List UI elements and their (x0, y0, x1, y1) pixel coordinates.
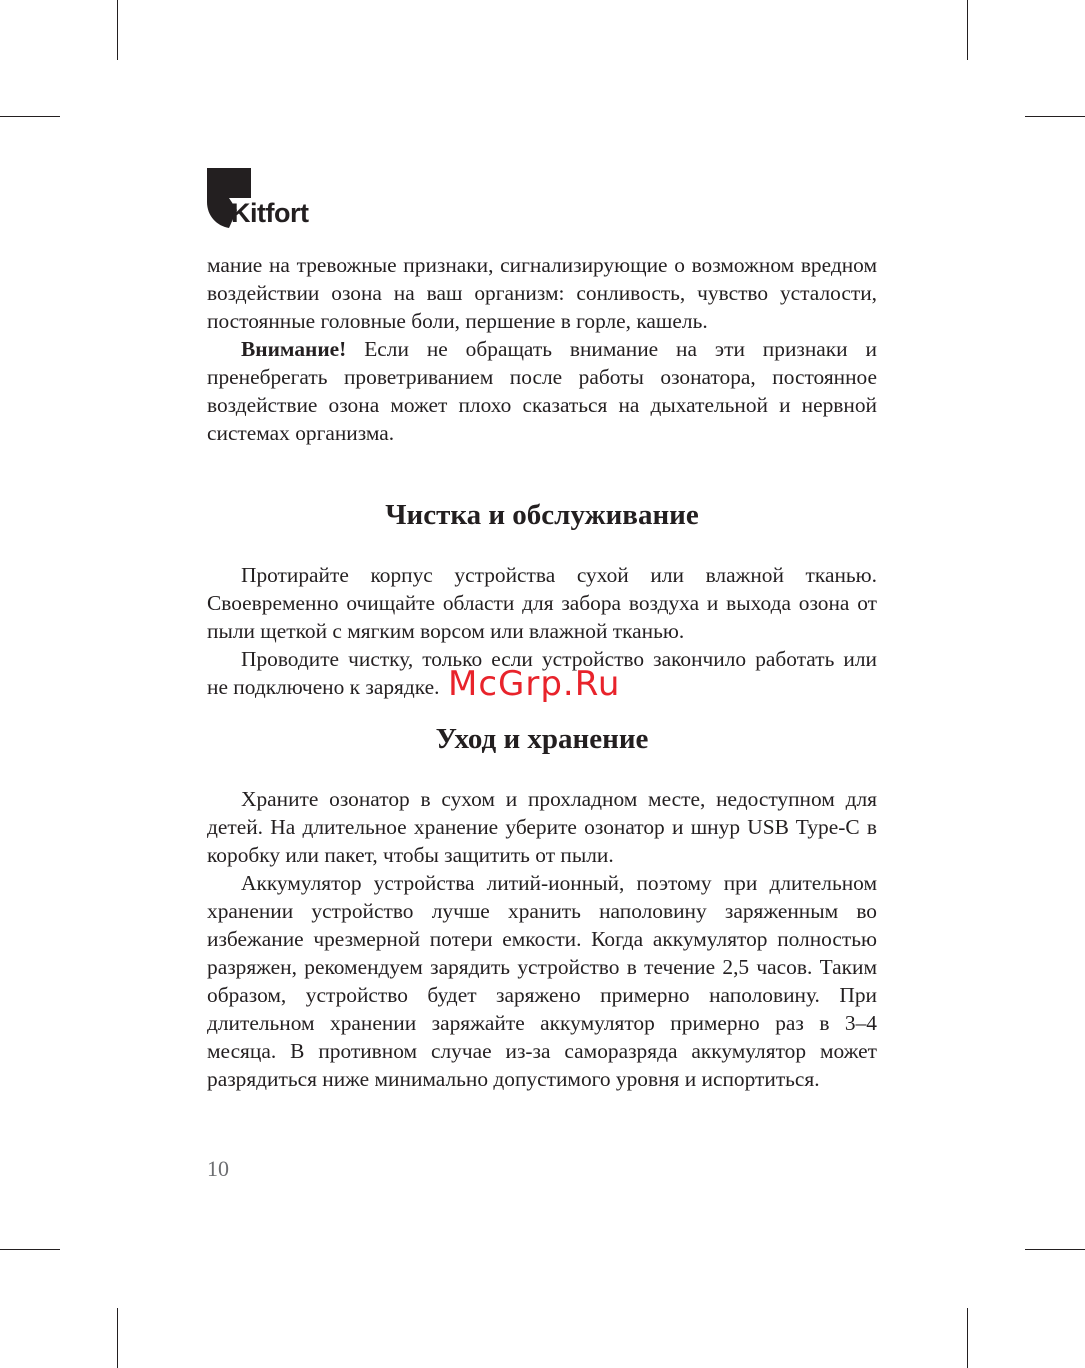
storage-paragraph-2: Аккумулятор устройства литий-ионный, поэтому при длительном хранении устройство лучше хранить наполовину заряженным во избежание чрезмерной потери емкости. Когда аккумулятор полностью разряжен, рекомендуем зарядить устройство в течение 2,5 часов. Таким образом, устройство будет заряжено примерно наполовину. При длительном хранении заряжайте аккумулятор примерно раз в 3–4 месяца. В противном случае из-за саморазряда аккумулятор может разрядиться ниже минимально допустимого уровня и испортиться. (207, 871, 877, 1091)
crop-mark-left-bottom (0, 1249, 60, 1250)
brand-name: Kitfort (231, 198, 309, 228)
storage-paragraph-1: Храните озонатор в сухом и прохладном месте, недоступном для детей. На длительное хранение уберите озонатор и шнур USB Type-C в коробку или пакет, чтобы защитить от пыли. (207, 787, 877, 867)
watermark: McGrp.Ru (448, 664, 621, 704)
storage-heading: Уход и хранение (435, 723, 649, 755)
cleaning-paragraph-1: Протирайте корпус устройства сухой или влажной тканью. Своевременно очищайте области для забора воздуха и выхода озона от пыли щеткой с мягким ворсом или влажной тканью. (207, 563, 877, 643)
crop-mark-right-top (1025, 116, 1085, 117)
intro-paragraph-1: мание на тревожные признаки, сигнализирующие о возможном вредном воздействии озона на ваш организм: сонливость, чувство усталости, постоянные головные боли, першение в горле, кашель. (207, 253, 877, 333)
cleaning-heading: Чистка и обслуживание (385, 499, 699, 531)
crop-mark-top-left (117, 0, 118, 60)
crop-mark-right-bottom (1025, 1249, 1085, 1250)
crop-mark-top-right (967, 0, 968, 60)
storage-section (207, 785, 877, 1093)
cleaning-paragraph-2: Проводите чистку, только если устройство закончило работать или не подключено к зарядке. (207, 647, 877, 699)
crop-mark-left-top (0, 116, 60, 117)
warning-label: Внимание! (241, 337, 347, 361)
intro-section (207, 251, 877, 447)
page-number: 10 (207, 1156, 229, 1181)
kitfort-logo (207, 168, 347, 232)
warning-text: Если не обращать внимание на эти признаки и пренебрегать проветриванием после работы озонатора, постоянное воздействие озона может плохо сказаться на дыхательной и нервной системах организма. (207, 337, 877, 445)
warning-paragraph (207, 335, 877, 447)
crop-mark-bottom-left (117, 1308, 118, 1368)
crop-mark-bottom-right (967, 1308, 968, 1368)
